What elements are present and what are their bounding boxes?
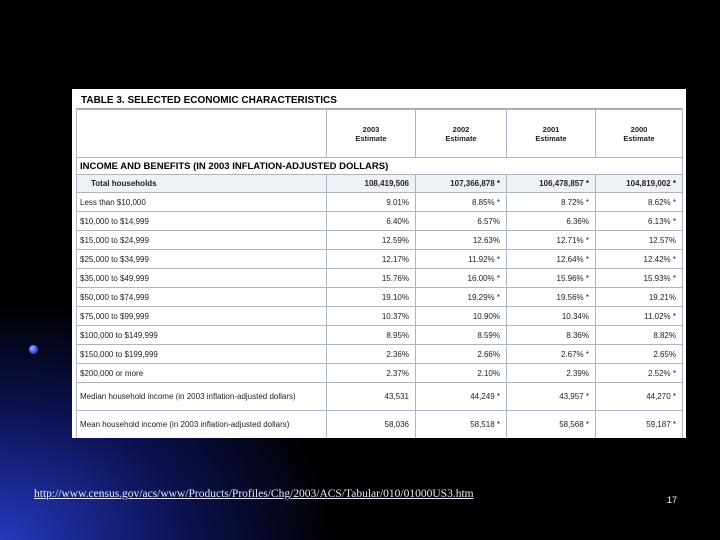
cell-value: 19.10% <box>327 288 416 307</box>
table-row <box>77 326 683 345</box>
table-image <box>72 89 686 438</box>
column-header: 2001 Estimate <box>507 110 596 158</box>
cell-value: 12.57% <box>596 231 683 250</box>
row-label: Mean household income (in 2003 inflation-adjusted dollars) <box>77 411 327 439</box>
cell-value: 6.57% <box>416 212 507 231</box>
cell-value: 44,249 * <box>416 383 507 411</box>
row-label: $100,000 to $149,999 <box>77 326 327 345</box>
economic-table <box>76 109 683 438</box>
row-label: $200,000 or more <box>77 364 327 383</box>
section-title: INCOME AND BENEFITS (IN 2003 INFLATION-ADJUSTED DOLLARS) <box>77 158 683 175</box>
cell-value: 58,518 * <box>416 411 507 439</box>
row-label: $150,000 to $199,999 <box>77 345 327 364</box>
cell-value: 2.37% <box>327 364 416 383</box>
cell-value: 2.10% <box>416 364 507 383</box>
cell-value: 12.59% <box>327 231 416 250</box>
table-row <box>77 345 683 364</box>
cell-value: 10.34% <box>507 307 596 326</box>
cell-value: 16.00% * <box>416 269 507 288</box>
cell-value: 8.82% <box>596 326 683 345</box>
cell-value: 6.36% <box>507 212 596 231</box>
cell-value: 58,036 <box>327 411 416 439</box>
cell-value: 2.39% <box>507 364 596 383</box>
table-row <box>77 231 683 250</box>
cell-value: 15.96% * <box>507 269 596 288</box>
table-row <box>77 269 683 288</box>
row-label: $10,000 to $14,999 <box>77 212 327 231</box>
cell-value: 43,531 <box>327 383 416 411</box>
cell-value: 8.36% <box>507 326 596 345</box>
column-header: 2002 Estimate <box>416 110 507 158</box>
cell-value: 43,957 * <box>507 383 596 411</box>
cell-value: 8.62% * <box>596 193 683 212</box>
table-row <box>77 307 683 326</box>
cell-value: 6.40% <box>327 212 416 231</box>
cell-value: 12.42% * <box>596 250 683 269</box>
table-title: TABLE 3. SELECTED ECONOMIC CHARACTERISTICS <box>76 93 682 109</box>
table-row <box>77 288 683 307</box>
bullet-dot-icon <box>29 345 38 354</box>
cell-value: 104,819,002 * <box>596 175 683 193</box>
row-label: $75,000 to $99,999 <box>77 307 327 326</box>
cell-value: 2.65% <box>596 345 683 364</box>
cell-value: 11.02% * <box>596 307 683 326</box>
cell-value: 10.90% <box>416 307 507 326</box>
median-income-row <box>77 383 683 411</box>
table-row <box>77 193 683 212</box>
cell-value: 10.37% <box>327 307 416 326</box>
cell-value: 12.17% <box>327 250 416 269</box>
column-header: 2000 Estimate <box>596 110 683 158</box>
table-header-row <box>77 110 683 158</box>
table-row <box>77 212 683 231</box>
row-label: $15,000 to $24,999 <box>77 231 327 250</box>
mean-income-row <box>77 411 683 439</box>
row-label: Total households <box>77 175 327 193</box>
cell-value: 15.93% * <box>596 269 683 288</box>
row-label: $35,000 to $49,999 <box>77 269 327 288</box>
cell-value: 9.01% <box>327 193 416 212</box>
column-header: 2003 Estimate <box>327 110 416 158</box>
header-blank-cell <box>77 110 327 158</box>
cell-value: 107,366,878 * <box>416 175 507 193</box>
cell-value: 8.72% * <box>507 193 596 212</box>
cell-value: 6.13% * <box>596 212 683 231</box>
total-households-row <box>77 175 683 193</box>
page-number: 17 <box>667 495 678 505</box>
row-label: Less than $10,000 <box>77 193 327 212</box>
cell-value: 19.21% <box>596 288 683 307</box>
cell-value: 8.85% * <box>416 193 507 212</box>
cell-value: 2.67% * <box>507 345 596 364</box>
cell-value: 12.63% <box>416 231 507 250</box>
cell-value: 8.59% <box>416 326 507 345</box>
cell-value: 59,187 * <box>596 411 683 439</box>
cell-value: 19.56% * <box>507 288 596 307</box>
cell-value: 2.36% <box>327 345 416 364</box>
row-label: Median household income (in 2003 inflation-adjusted dollars) <box>77 383 327 411</box>
cell-value: 8.95% <box>327 326 416 345</box>
cell-value: 12.71% * <box>507 231 596 250</box>
cell-value: 106,478,857 * <box>507 175 596 193</box>
cell-value: 15.76% <box>327 269 416 288</box>
table-row <box>77 250 683 269</box>
cell-value: 58,568 * <box>507 411 596 439</box>
cell-value: 12.64% * <box>507 250 596 269</box>
cell-value: 108,419,506 <box>327 175 416 193</box>
cell-value: 2.52% * <box>596 364 683 383</box>
cell-value: 2.66% <box>416 345 507 364</box>
cell-value: 19.29% * <box>416 288 507 307</box>
row-label: $50,000 to $74,999 <box>77 288 327 307</box>
section-title-row <box>77 158 683 175</box>
table-row <box>77 364 683 383</box>
row-label: $25,000 to $34,999 <box>77 250 327 269</box>
source-link[interactable]: http://www.census.gov/acs/www/Products/Profiles/Chg/2003/ACS/Tabular/010/01000US3.htm <box>34 488 474 500</box>
cell-value: 11.92% * <box>416 250 507 269</box>
cell-value: 44,270 * <box>596 383 683 411</box>
